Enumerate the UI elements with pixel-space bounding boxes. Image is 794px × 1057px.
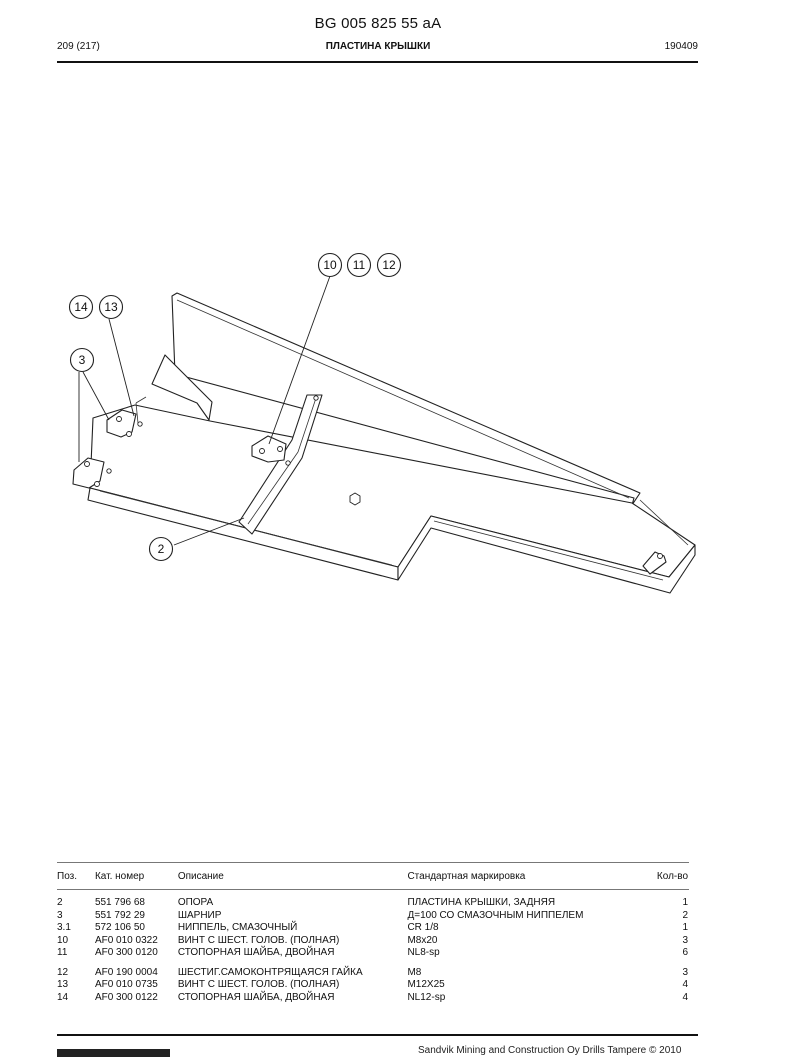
- cell-cat: AF0 300 0122: [94, 991, 158, 1003]
- cell-pos: 2: [57, 897, 63, 908]
- cell-std: CR 1/8: [407, 922, 439, 933]
- cell-pos: 11: [57, 947, 68, 958]
- table-row: [57, 922, 689, 935]
- callout-13: [100, 296, 123, 319]
- cell-qty: 4: [682, 979, 688, 990]
- callout-label: 14: [74, 300, 88, 314]
- bolt-head: [127, 432, 132, 437]
- callout-label: 12: [382, 258, 396, 272]
- document-code: 190409: [664, 41, 698, 52]
- cell-std: ПЛАСТИНА КРЫШКИ, ЗАДНЯЯ: [407, 897, 556, 908]
- cell-desc: ОПОРА: [177, 897, 214, 908]
- col-cat-header: Кат. номер: [94, 870, 145, 882]
- col-std-header: Стандартная маркировка: [407, 870, 526, 882]
- cell-cat: AF0 300 0120: [94, 947, 158, 958]
- cell-std: NL12-sp: [407, 991, 446, 1003]
- bolt-head: [95, 482, 100, 487]
- cell-pos: 14: [57, 991, 69, 1003]
- bolt-head: [658, 554, 663, 559]
- cell-desc: ШАРНИР: [177, 909, 222, 921]
- callout-label: 11: [352, 258, 366, 272]
- callout-10: [319, 254, 342, 277]
- callout-2: [150, 538, 173, 561]
- cell-qty: 6: [682, 947, 688, 958]
- callout-11: [348, 254, 371, 277]
- cell-qty: 3: [682, 966, 688, 978]
- table-row: [57, 897, 689, 910]
- callout-3: [71, 349, 94, 372]
- cell-std: Д=100 СО СМАЗОЧНЫМ НИППЕЛЕМ: [407, 909, 584, 921]
- bolt-head: [286, 461, 290, 465]
- cell-cat: 572 106 50: [94, 922, 145, 933]
- cell-qty: 3: [682, 934, 688, 946]
- cell-qty: 1: [682, 897, 688, 908]
- table-row: [57, 979, 689, 992]
- cell-cat: 551 796 68: [94, 897, 145, 908]
- table-header: [57, 863, 689, 890]
- cell-cat: AF0 190 0004: [94, 966, 158, 978]
- cell-pos: 10: [57, 934, 69, 946]
- cell-qty: 2: [682, 909, 688, 921]
- cell-pos: 13: [57, 979, 69, 990]
- cell-std: M12X25: [407, 979, 445, 990]
- table-row: [57, 935, 689, 948]
- cell-std: M8: [407, 966, 422, 978]
- table-row: [57, 947, 689, 960]
- col-pos-header: Поз.: [57, 870, 77, 882]
- footer-rule: [57, 1034, 698, 1036]
- cell-desc: НИППЕЛЬ, СМАЗОЧНЫЙ: [177, 922, 298, 933]
- cell-std: NL8-sp: [407, 947, 440, 958]
- cell-pos: 3: [57, 909, 63, 921]
- cell-desc: ВИНТ С ШЕСТ. ГОЛОВ. (ПОЛНАЯ): [177, 979, 340, 990]
- parts-table: [57, 862, 689, 1004]
- col-qty-header: Кол-во: [656, 870, 688, 882]
- cell-pos: 12: [57, 966, 69, 978]
- cell-qty: 1: [682, 922, 688, 933]
- cell-cat: AF0 010 0322: [94, 934, 158, 946]
- footer-copyright: Sandvik Mining and Construction Oy Drills Tampere © 2010: [418, 1045, 682, 1056]
- cell-cat: AF0 010 0735: [94, 979, 158, 990]
- bolt-head: [107, 469, 111, 473]
- document-title: BG 005 825 55 aA: [314, 15, 442, 32]
- callout-12: [378, 254, 401, 277]
- cell-std: M8x20: [407, 934, 438, 946]
- bolt-head: [117, 417, 122, 422]
- cell-desc: ШЕСТИГ.САМОКОНТРЯЩАЯСЯ ГАЙКА: [177, 966, 363, 978]
- section-title: ПЛАСТИНА КРЫШКИ: [325, 41, 431, 52]
- bolt-head: [314, 396, 318, 400]
- bolt-head: [260, 449, 265, 454]
- table-row: [57, 992, 689, 1005]
- cell-desc: СТОПОРНАЯ ШАЙБА, ДВОЙНАЯ: [177, 947, 335, 958]
- cell-desc: СТОПОРНАЯ ШАЙБА, ДВОЙНАЯ: [177, 991, 335, 1003]
- callout-label: 13: [104, 300, 118, 314]
- brand-logo: [57, 1049, 170, 1057]
- cell-qty: 4: [682, 991, 688, 1003]
- col-desc-header: Описание: [177, 870, 224, 882]
- callout-label: 2: [157, 542, 165, 556]
- cell-pos: 3.1: [57, 922, 71, 933]
- bolt-head: [138, 422, 142, 426]
- cell-desc: ВИНТ С ШЕСТ. ГОЛОВ. (ПОЛНАЯ): [177, 934, 340, 946]
- callout-14: [70, 296, 93, 319]
- bolt-head: [278, 447, 283, 452]
- table-row: [57, 967, 689, 980]
- cell-cat: 551 792 29: [94, 909, 145, 921]
- bolt-head: [85, 462, 90, 467]
- table-row: [57, 910, 689, 923]
- callout-label: 10: [323, 258, 337, 272]
- callout-label: 3: [78, 353, 86, 367]
- page-number: 209 (217): [57, 41, 100, 52]
- nut-icon: [350, 493, 360, 505]
